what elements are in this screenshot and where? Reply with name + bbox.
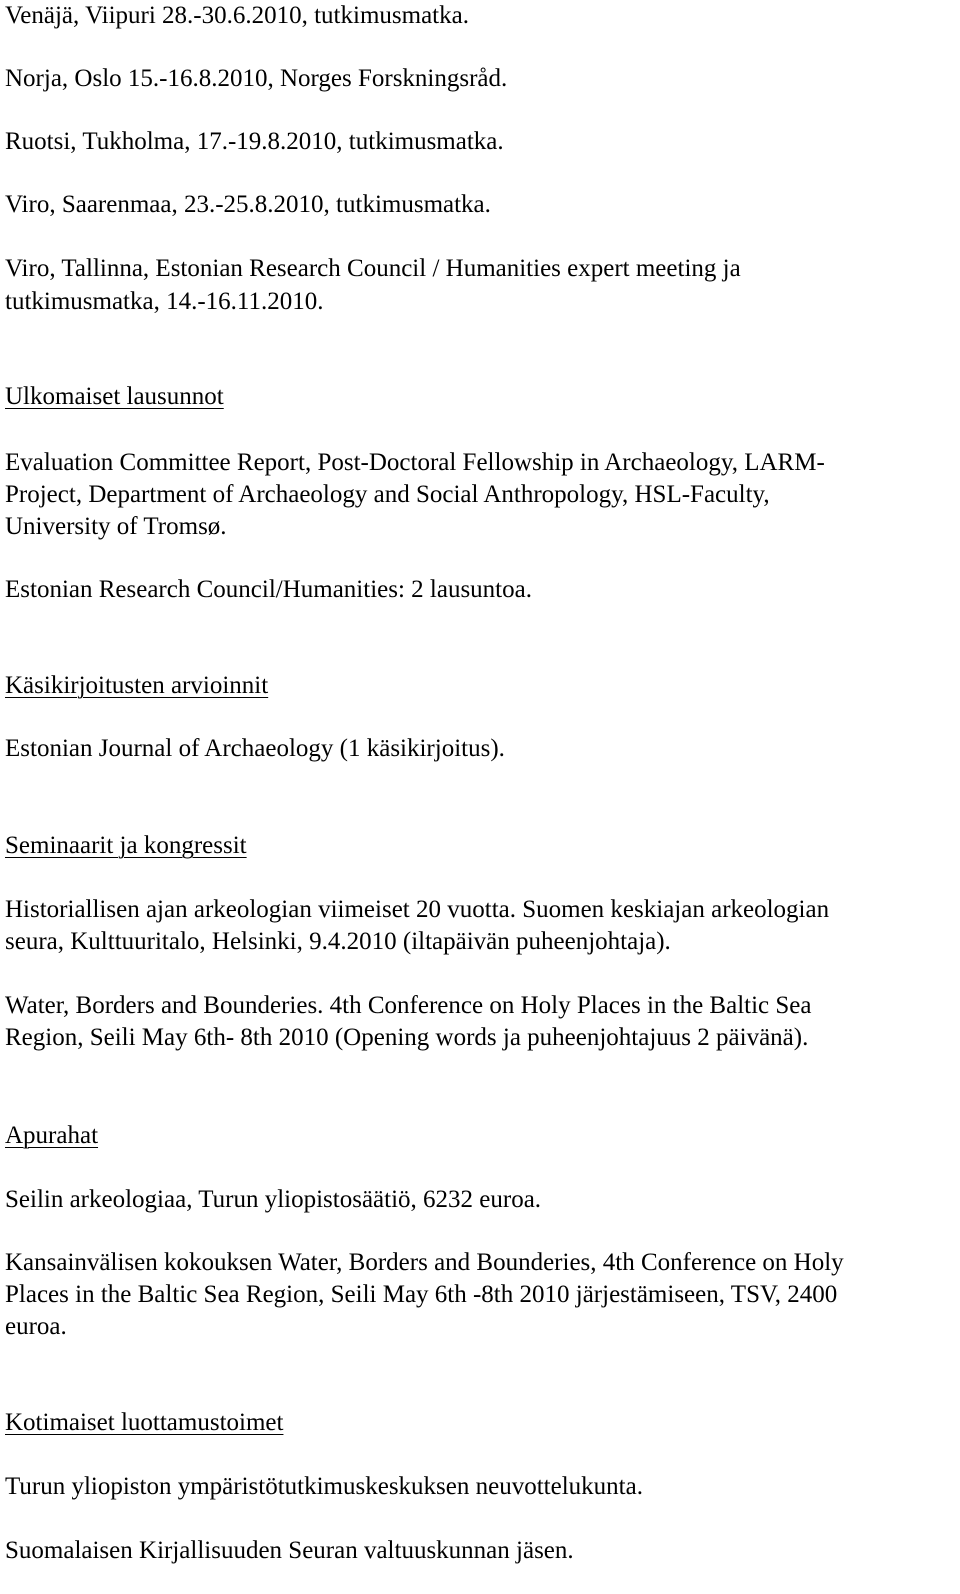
trip-line: Viro, Saarenmaa, 23.-25.8.2010, tutkimusmatka.: [5, 191, 491, 218]
paragraph-line: Places in the Baltic Sea Region, Seili May 6th -8th 2010 järjestämiseen, TSV, 2400: [5, 1281, 838, 1308]
paragraph-line: euroa.: [5, 1313, 67, 1340]
trip-line: Norja, Oslo 15.-16.8.2010, Norges Forskningsråd.: [5, 65, 508, 92]
paragraph-line: Turun yliopiston ympäristötutkimuskeskuksen neuvottelukunta.: [5, 1473, 643, 1500]
section-heading-apurahat: Apurahat: [5, 1122, 99, 1149]
paragraph-line: Kansainvälisen kokouksen Water, Borders and Bounderies, 4th Conference on Holy: [5, 1249, 844, 1276]
trip-line: Viro, Tallinna, Estonian Research Council / Humanities expert meeting ja: [5, 255, 741, 282]
paragraph-line: Project, Department of Archaeology and Social Anthropology, HSL-Faculty,: [5, 481, 770, 508]
paragraph-line: Water, Borders and Bounderies. 4th Conference on Holy Places in the Baltic Sea: [5, 992, 812, 1019]
paragraph-line: Seilin arkeologiaa, Turun yliopistosäätiö, 6232 euroa.: [5, 1186, 542, 1213]
paragraph-line: seura, Kulttuuritalo, Helsinki, 9.4.2010 (iltapäivän puheenjohtaja).: [5, 928, 671, 955]
section-heading-kotimaiset-luottamustoimet: Kotimaiset luottamustoimet: [5, 1409, 284, 1436]
paragraph-line: Region, Seili May 6th- 8th 2010 (Opening words ja puheenjohtajuus 2 päivänä).: [5, 1024, 809, 1051]
paragraph-line: Suomalaisen Kirjallisuuden Seuran valtuuskunnan jäsen.: [5, 1537, 574, 1564]
section-heading-ulkomaiset-lausunnot: Ulkomaiset lausunnot: [5, 383, 224, 410]
paragraph-line: Estonian Journal of Archaeology (1 käsikirjoitus).: [5, 735, 505, 762]
trip-line: Ruotsi, Tukholma, 17.-19.8.2010, tutkimusmatka.: [5, 128, 504, 155]
section-heading-seminaarit-ja-kongressit: Seminaarit ja kongressit: [5, 832, 247, 859]
paragraph-line: Evaluation Committee Report, Post-Doctoral Fellowship in Archaeology, LARM-: [5, 449, 825, 476]
section-heading-kasikirjoitusten-arvioinnit: Käsikirjoitusten arvioinnit: [5, 672, 269, 699]
paragraph-line: Historiallisen ajan arkeologian viimeiset 20 vuotta. Suomen keskiajan arkeologian: [5, 896, 830, 923]
trip-line: Venäjä, Viipuri 28.-30.6.2010, tutkimusmatka.: [5, 2, 469, 29]
paragraph-line: University of Tromsø.: [5, 513, 227, 540]
trip-line: tutkimusmatka, 14.-16.11.2010.: [5, 288, 324, 315]
paragraph-line: Estonian Research Council/Humanities: 2 lausuntoa.: [5, 576, 532, 603]
